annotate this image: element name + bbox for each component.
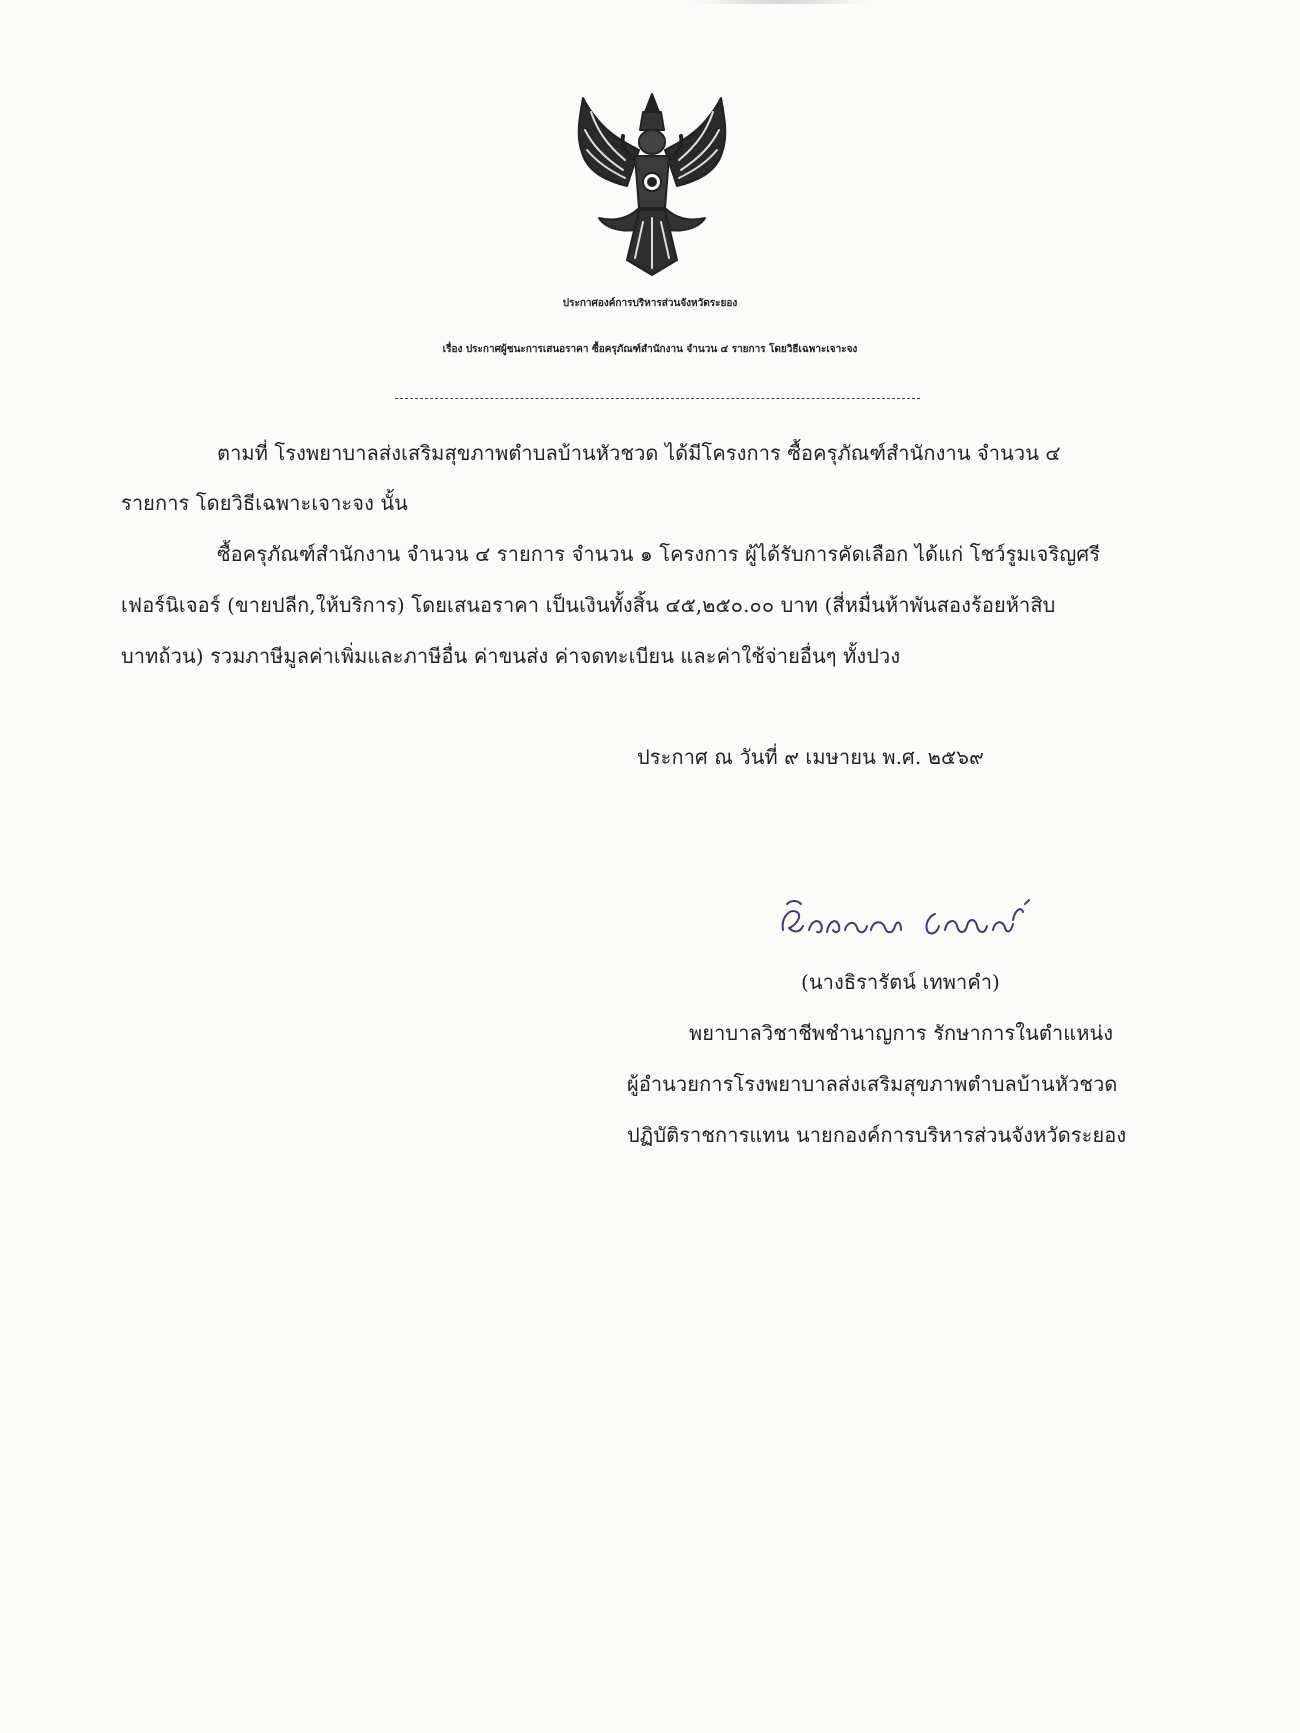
signer-position-line-1: พยาบาลวิชาชีพชำนาญการ รักษาการในตำแหน่ง bbox=[689, 1021, 1114, 1045]
announcement-subject: เรื่อง ประกาศผู้ชนะการเสนอราคา ซื้อครุภัณฑ์สำนักงาน จำนวน ๔ รายการ โดยวิธีเฉพาะเจาะจง bbox=[442, 344, 858, 355]
paragraph-1-line-2: รายการ โดยวิธีเฉพาะเจาะจง นั้น bbox=[121, 491, 408, 515]
paragraph-2-line-2: เฟอร์นิเจอร์ (ขายปลีก,ให้บริการ) โดยเสนอราคา เป็นเงินทั้งสิ้น ๔๕,๒๕๐.๐๐ บาท (สี่หมื่นห้าพันสองร้อยห้าสิบ bbox=[121, 593, 1056, 617]
signer-name: (นางธิรารัตน์ เทพาคำ) bbox=[801, 970, 1000, 994]
announcement-date: ประกาศ ณ วันที่ ๙ เมษายน พ.ศ. ๒๕๖๙ bbox=[637, 745, 984, 769]
paragraph-2-line-1: ซื้อครุภัณฑ์สำนักงาน จำนวน ๔ รายการ จำนวน ๑ โครงการ ผู้ได้รับการคัดเลือก ได้แก่ โชว์รูมเจริญศรี bbox=[217, 542, 1101, 566]
signer-position-line-3: ปฏิบัติราชการแทน นายกองค์การบริหารส่วนจังหวัดระยอง bbox=[627, 1123, 1127, 1147]
garuda-emblem-icon bbox=[565, 90, 740, 278]
paragraph-2-line-3: บาทถ้วน) รวมภาษีมูลค่าเพิ่มและภาษีอื่น ค่าขนส่ง ค่าจดทะเบียน และค่าใช้จ่ายอื่นๆ ทั้งปวง bbox=[121, 644, 901, 668]
announcement-title: ประกาศองค์การบริหารส่วนจังหวัดระยอง bbox=[562, 298, 738, 309]
signer-position-line-2: ผู้อำนวยการโรงพยาบาลส่งเสริมสุขภาพตำบลบ้านหัวชวด bbox=[627, 1072, 1118, 1096]
paragraph-1-line-1: ตามที่ โรงพยาบาลส่งเสริมสุขภาพตำบลบ้านหัวชวด ได้มีโครงการ ซื้อครุภัณฑ์สำนักงาน จำนวน ๔ bbox=[217, 441, 1061, 465]
dashed-divider bbox=[395, 398, 920, 399]
handwritten-signature bbox=[775, 890, 1075, 950]
scan-artifact bbox=[690, 0, 870, 4]
